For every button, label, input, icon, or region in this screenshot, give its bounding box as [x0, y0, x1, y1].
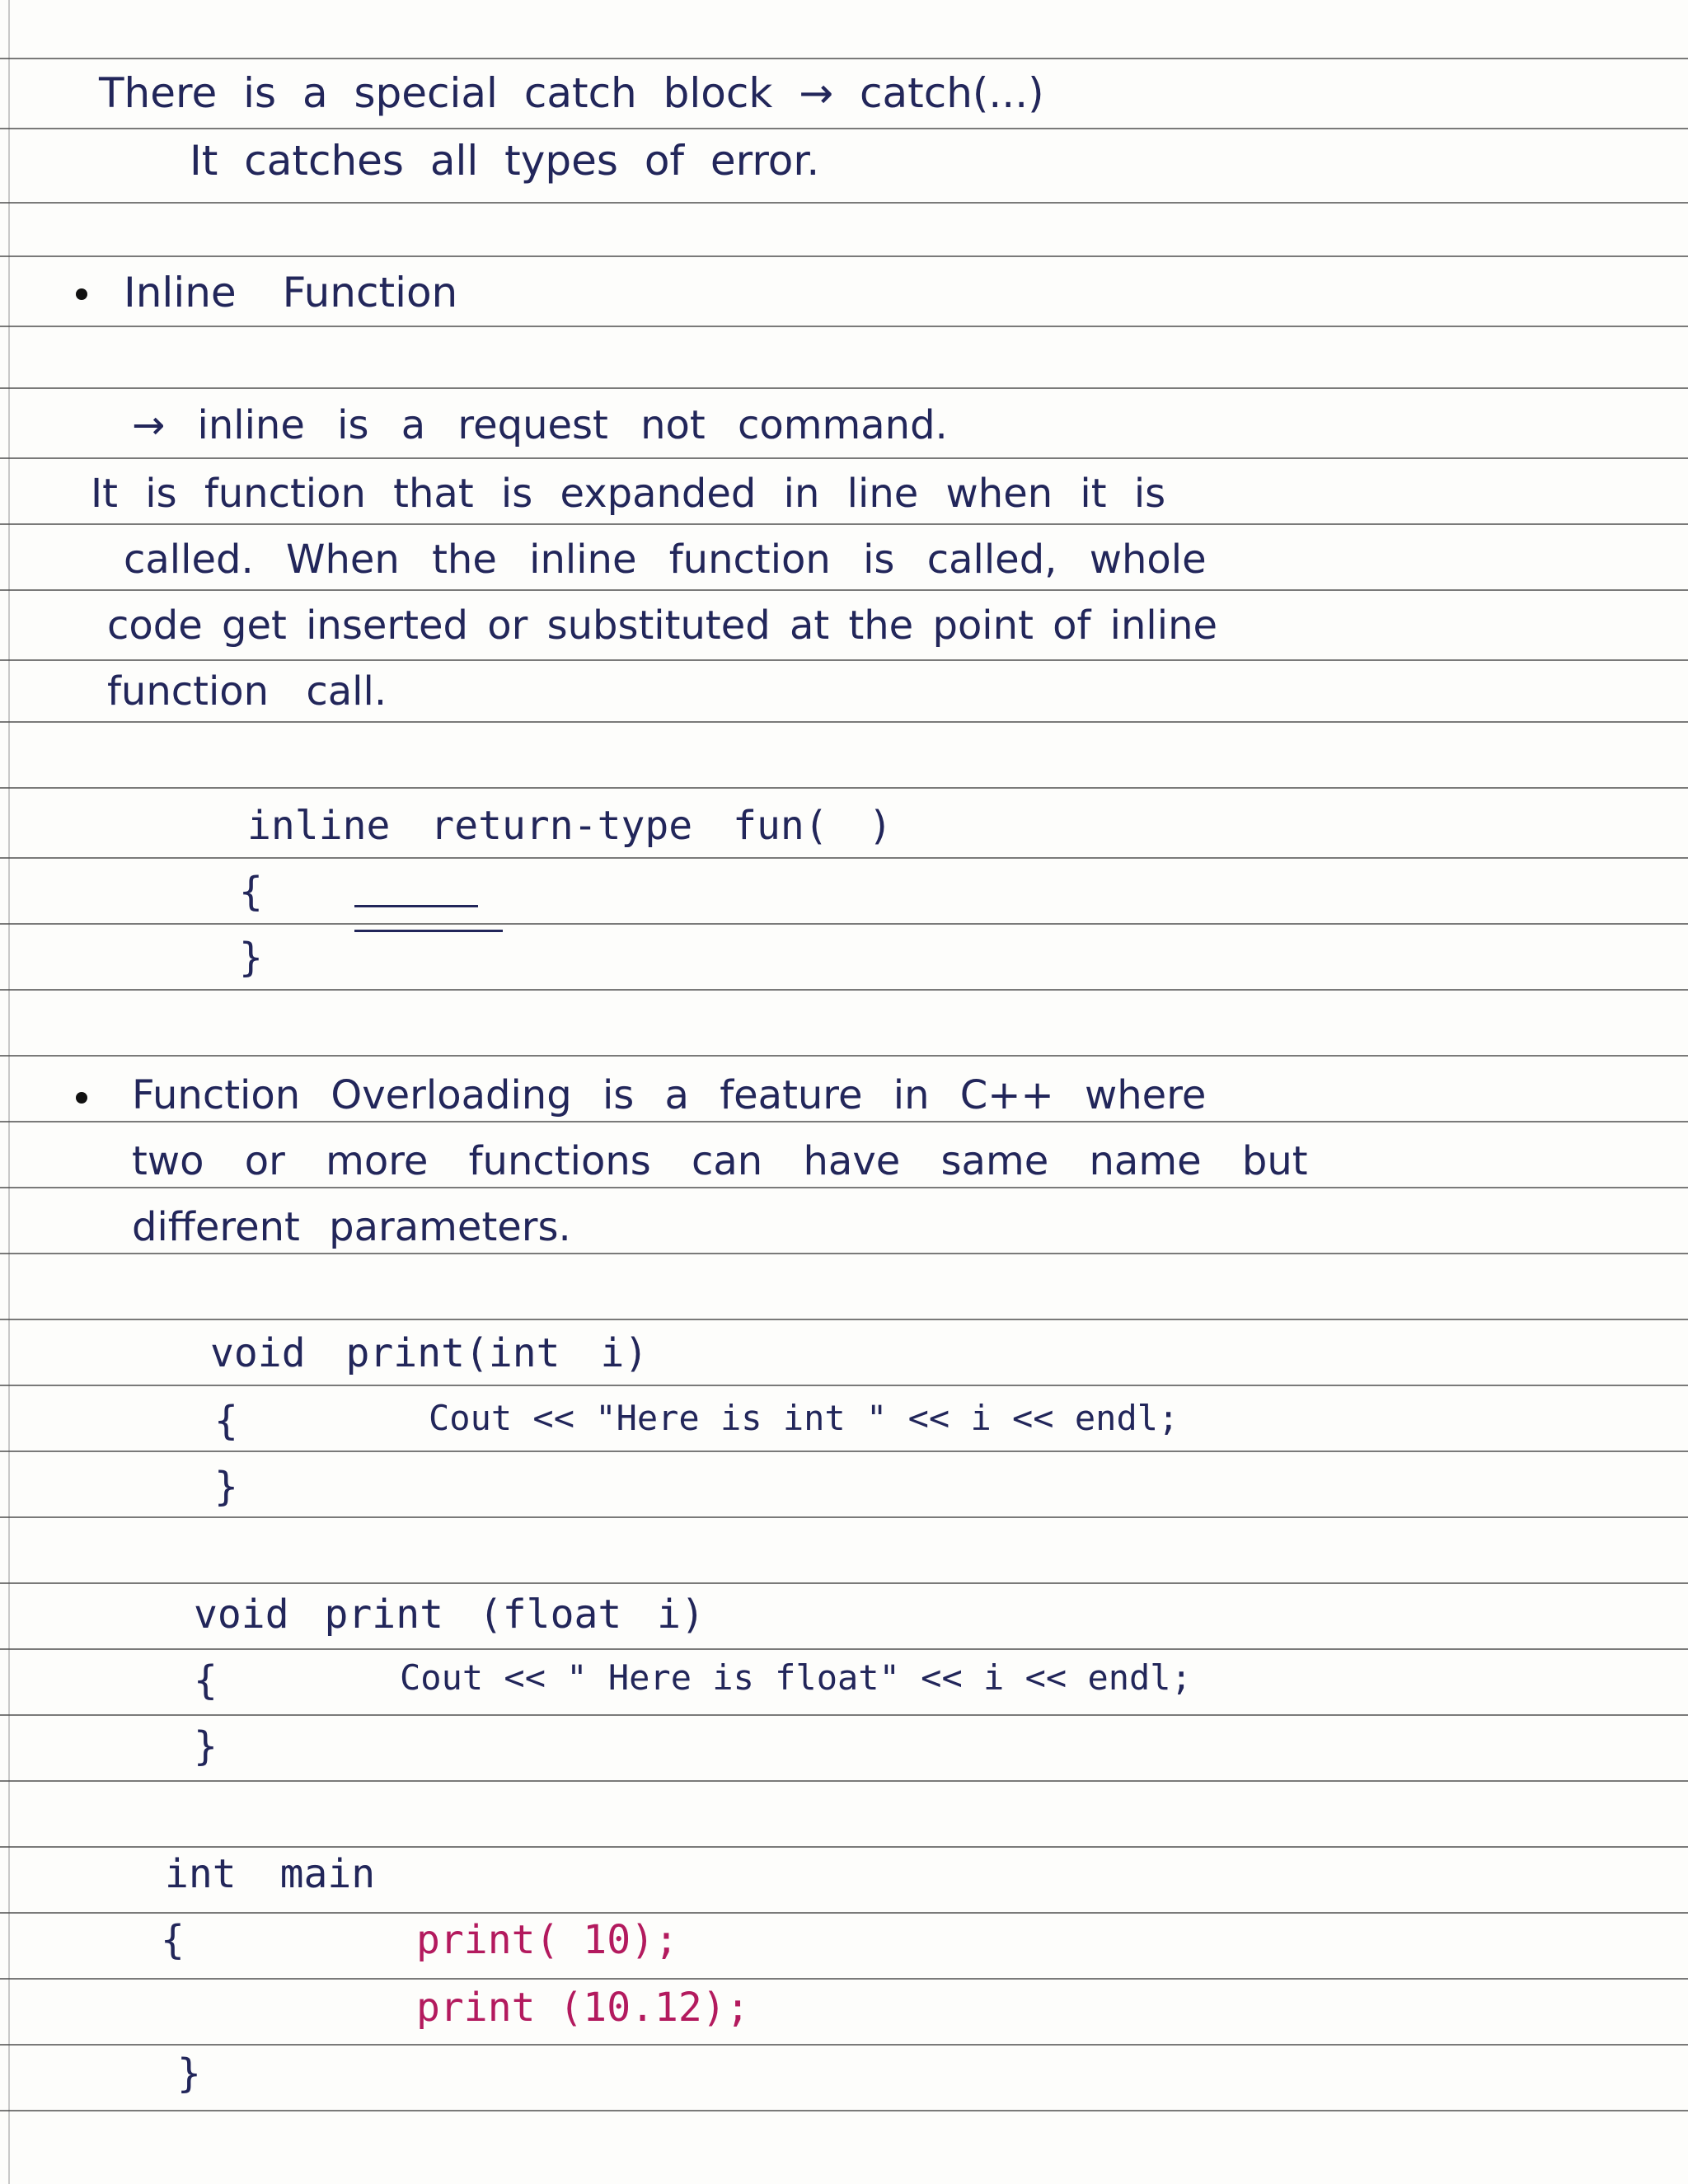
- placeholder-dash: [354, 905, 478, 907]
- bullet-icon: [76, 1092, 87, 1104]
- code-brace: {: [239, 869, 263, 915]
- section-heading: Inline Function: [124, 269, 458, 316]
- ruled-line: [0, 1912, 1688, 1914]
- ruled-line: [0, 202, 1688, 204]
- code-line: print (10.12);: [416, 1985, 750, 2031]
- catch-note-line: It catches all types of error.: [190, 137, 820, 185]
- code-brace: }: [194, 1723, 218, 1769]
- bullet-icon: [76, 288, 87, 300]
- paragraph-line: Function Overloading is a feature in C++ where: [132, 1072, 1207, 1118]
- paragraph-line: It is function that is expanded in line when it is: [91, 471, 1166, 517]
- code-brace: }: [239, 935, 263, 981]
- code-brace: }: [177, 2050, 201, 2097]
- ruled-line: [0, 1648, 1688, 1650]
- ruled-line: [0, 1846, 1688, 1848]
- ruled-line: [0, 128, 1688, 129]
- code-brace: {: [161, 1917, 185, 1963]
- paragraph-line: function call.: [107, 668, 387, 715]
- code-brace: }: [214, 1464, 238, 1510]
- code-line: Cout << " Here is float" << i << endl;: [400, 1657, 1192, 1698]
- ruled-line: [0, 1780, 1688, 1782]
- ruled-line: [0, 523, 1688, 525]
- ruled-line: [0, 58, 1688, 59]
- ruled-line: [0, 1978, 1688, 1980]
- code-line: void print (float i): [194, 1591, 705, 1638]
- placeholder-dash: [354, 930, 503, 932]
- ruled-line: [0, 457, 1688, 459]
- ruled-line: [0, 923, 1688, 925]
- ruled-line: [0, 2044, 1688, 2046]
- ruled-line: [0, 989, 1688, 991]
- ruled-line: [0, 857, 1688, 859]
- code-line: Cout << "Here is int " << i << endl;: [429, 1398, 1179, 1438]
- ruled-line: [0, 1319, 1688, 1320]
- ruled-line: [0, 589, 1688, 591]
- code-line: inline return-type fun( ): [247, 803, 893, 849]
- paragraph-line: code get inserted or substituted at the point of inline: [107, 602, 1218, 649]
- margin-line: [8, 0, 10, 2184]
- ruled-line: [0, 1385, 1688, 1386]
- paragraph-line: different parameters.: [132, 1204, 571, 1250]
- paragraph-line: → inline is a request not command.: [132, 402, 948, 448]
- ruled-line: [0, 721, 1688, 723]
- ruled-line: [0, 2110, 1688, 2111]
- ruled-line: [0, 659, 1688, 661]
- code-brace: {: [194, 1657, 218, 1704]
- code-line: int main: [165, 1851, 376, 1897]
- ruled-line: [0, 326, 1688, 327]
- paragraph-line: called. When the inline function is called, whole: [124, 537, 1207, 583]
- code-line: print( 10);: [416, 1917, 678, 1963]
- ruled-line: [0, 1055, 1688, 1057]
- ruled-line: [0, 1451, 1688, 1452]
- paragraph-line: two or more functions can have same name but: [132, 1138, 1308, 1184]
- ruled-line: [0, 787, 1688, 789]
- ruled-line: [0, 1516, 1688, 1518]
- code-line: void print(int i): [210, 1330, 649, 1376]
- catch-note-line: There is a special catch block → catch(...): [99, 69, 1044, 117]
- ruled-line: [0, 255, 1688, 257]
- ruled-line: [0, 1187, 1688, 1188]
- ruled-line: [0, 1121, 1688, 1122]
- code-brace: {: [214, 1398, 238, 1444]
- ruled-line: [0, 1714, 1688, 1716]
- ruled-line: [0, 1253, 1688, 1254]
- ruled-line: [0, 387, 1688, 389]
- ruled-line: [0, 1582, 1688, 1584]
